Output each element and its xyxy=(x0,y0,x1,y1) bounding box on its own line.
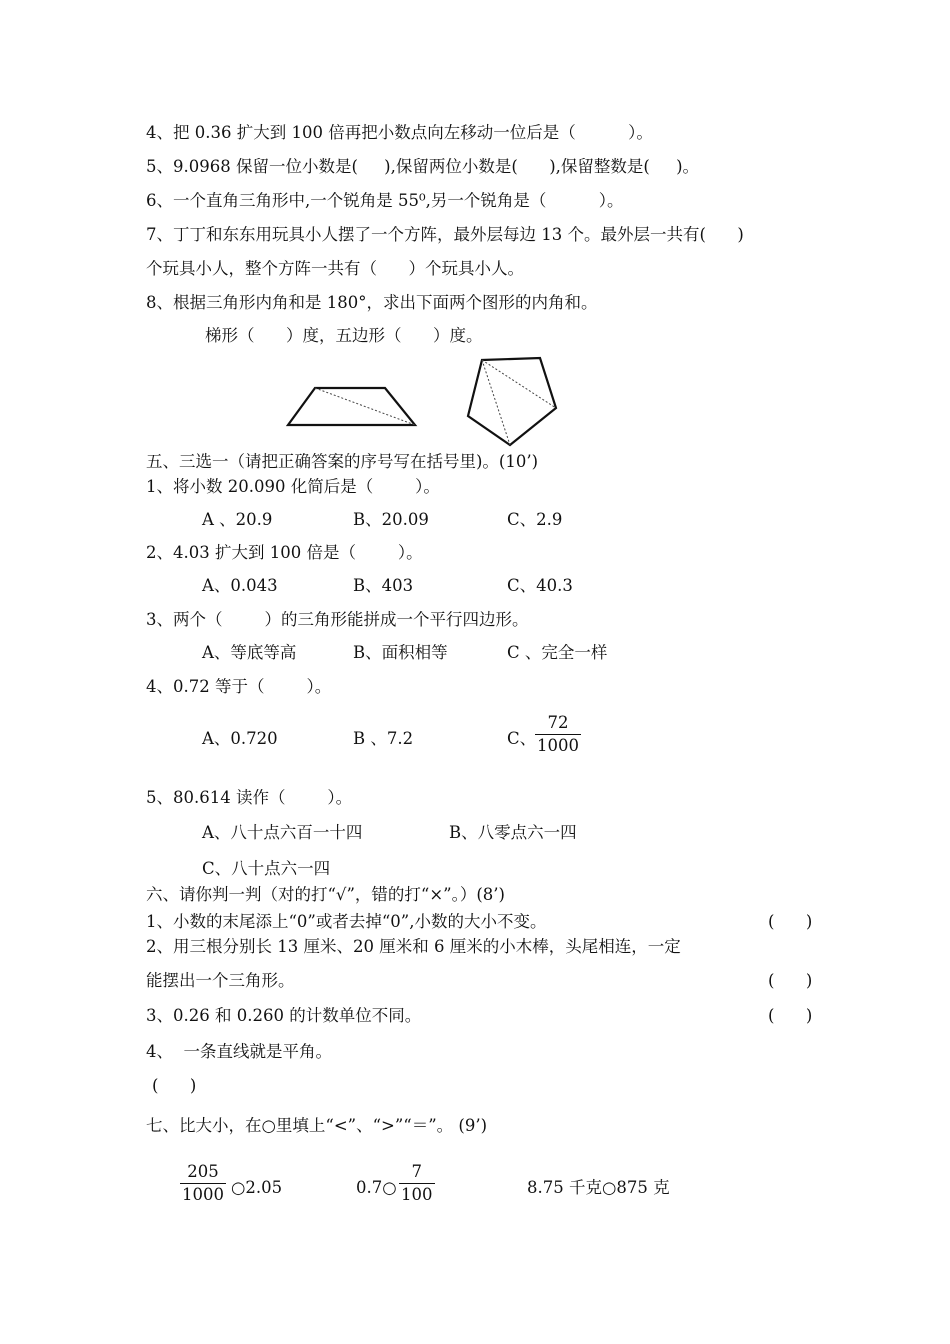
option-5-5-b: B、八零点六一四 xyxy=(449,823,577,842)
option-5-5-c: C、八十点六一四 xyxy=(202,859,331,878)
question-6-1: 1、小数的末尾添上“0”或者去掉“0”,小数的大小不变。 xyxy=(146,912,547,931)
option-5-2-c: C、40.3 xyxy=(507,576,573,595)
question-5-4: 4、0.72 等于（ ）。 xyxy=(146,677,332,696)
fraction-denominator: 100 xyxy=(401,1185,433,1204)
fraction-numerator: 72 xyxy=(547,713,569,732)
compare-item-3: 8.75 千克○875 克 xyxy=(527,1178,670,1197)
fraction-bar xyxy=(399,1183,435,1184)
question-4-7-line2: 个玩具小人，整个方阵一共有（ ）个玩具小人。 xyxy=(146,259,524,278)
option-5-4-b: B 、7.2 xyxy=(353,729,414,748)
option-5-2-a: A、0.043 xyxy=(202,576,278,595)
fraction-numerator: 7 xyxy=(411,1162,422,1181)
section7-title: 七、比大小，在○里填上“<”、“>”“＝”。 (9’) xyxy=(146,1116,488,1135)
question-5-3: 3、两个（ ）的三角形能拼成一个平行四边形。 xyxy=(146,610,529,629)
fraction-numerator: 205 xyxy=(187,1162,219,1181)
question-5-1: 1、将小数 20.090 化简后是（ ）。 xyxy=(146,477,440,496)
fraction-72-over-1000 xyxy=(535,714,581,755)
question-4-6: 6、一个直角三角形中,一个锐角是 55⁰,另一个锐角是（ ）。 xyxy=(146,191,624,210)
question-5-5: 5、80.614 读作（ ）。 xyxy=(146,788,353,807)
answer-bracket-6-3: ( ) xyxy=(768,1006,813,1025)
question-6-2-line2: 能摆出一个三角形。 xyxy=(146,971,295,990)
question-6-3: 3、0.26 和 0.260 的计数单位不同。 xyxy=(146,1006,422,1025)
fraction-7-over-100 xyxy=(399,1163,435,1204)
option-5-3-a: A、等底等高 xyxy=(202,643,297,662)
question-6-4: 4、 一条直线就是平角。 xyxy=(146,1042,332,1061)
option-5-3-c: C 、完全一样 xyxy=(507,643,608,662)
question-6-2-line1: 2、用三根分别长 13 厘米、20 厘米和 6 厘米的小木棒，头尾相连，一定 xyxy=(146,937,681,956)
option-5-1-c: C、2.9 xyxy=(507,510,563,529)
section6-title: 六、请你判一判（对的打“√”，错的打“×”。）(8’) xyxy=(146,885,505,904)
option-5-2-b: B、403 xyxy=(353,576,414,595)
question-4-5: 5、9.0968 保留一位小数是( ),保留两位小数是( ),保留整数是( )。 xyxy=(146,157,700,176)
option-5-3-b: B、面积相等 xyxy=(353,643,448,662)
section5-title: 五、三选一（请把正确答案的序号写在括号里)。(10’) xyxy=(146,452,539,471)
question-4-8: 8、根据三角形内角和是 180°，求出下面两个图形的内角和。 xyxy=(146,293,598,312)
fraction-denominator: 1000 xyxy=(537,736,579,755)
compare-item-2-prefix: 0.7○ xyxy=(356,1178,397,1197)
pentagon-figure xyxy=(460,350,560,450)
fraction-denominator: 1000 xyxy=(182,1185,224,1204)
question-4-8-sub: 梯形（ ）度，五边形（ ）度。 xyxy=(205,326,483,345)
option-5-1-a: A 、20.9 xyxy=(202,510,273,529)
option-5-4-a: A、0.720 xyxy=(202,729,278,748)
question-5-2: 2、4.03 扩大到 100 倍是（ ）。 xyxy=(146,543,423,562)
answer-bracket-6-1: ( ) xyxy=(768,912,813,931)
fraction-205-over-1000 xyxy=(180,1163,226,1204)
question-4-4: 4、把 0.36 扩大到 100 倍再把小数点向左移动一位后是（ ）。 xyxy=(146,123,653,142)
fraction-bar xyxy=(180,1183,226,1184)
answer-bracket-6-4: ( ) xyxy=(152,1076,197,1095)
trapezoid-figure xyxy=(280,380,420,430)
option-5-5-a: A、八十点六百一十四 xyxy=(202,823,363,842)
compare-item-1-rest: ○2.05 xyxy=(231,1178,283,1197)
fraction-bar xyxy=(535,734,581,735)
option-5-4-c: C、 xyxy=(507,729,537,748)
question-4-7-line1: 7、丁丁和东东用玩具小人摆了一个方阵，最外层每边 13 个。最外层一共有( ) xyxy=(146,225,744,244)
answer-bracket-6-2: ( ) xyxy=(768,971,813,990)
option-5-1-b: B、20.09 xyxy=(353,510,429,529)
